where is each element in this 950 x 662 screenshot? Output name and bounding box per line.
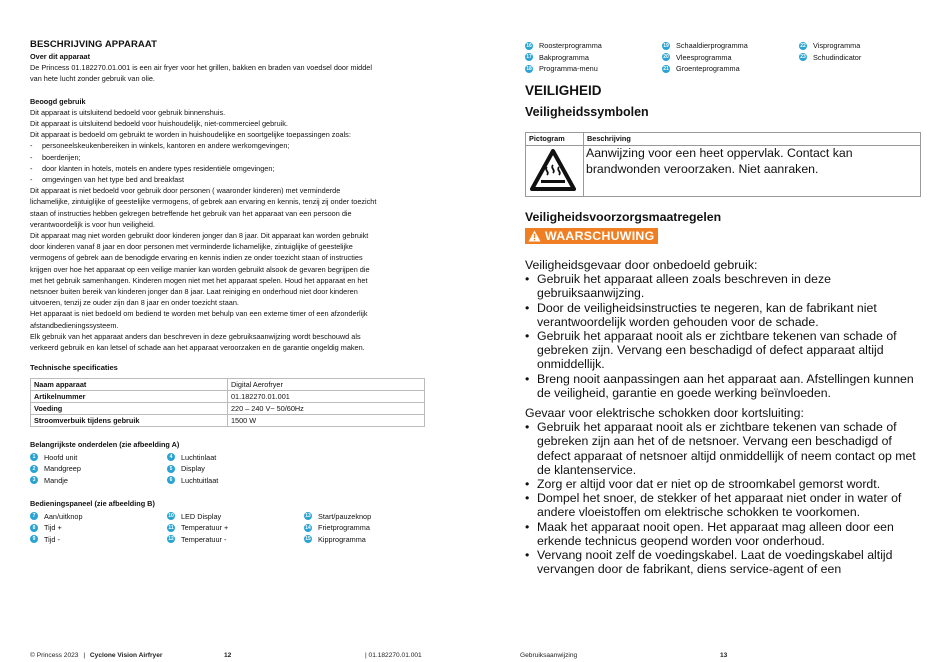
bullet-text: Zorg er altijd voor dat er niet op de stroomkabel gemorst wordt.	[537, 477, 881, 492]
bullet-dot: •	[525, 420, 530, 435]
number-badge: 20	[663, 54, 669, 61]
item-label: Vleesprogramma	[676, 52, 732, 62]
warning-text: WAARSCHUWING	[545, 229, 655, 243]
footer-model: Cyclone Vision Airfryer	[89, 652, 163, 659]
footer-copyright: © Princess 2023	[30, 652, 79, 659]
text-line: staan of instructies hebben gekregen betreffende het gebruik van het apparaat van een persoon die	[30, 208, 352, 218]
spec-title: Technische specificaties	[30, 363, 118, 373]
bullet-dot: •	[525, 300, 530, 315]
item-label: Hoofd unit	[44, 452, 78, 462]
list-item	[525, 372, 921, 400]
list-item	[167, 452, 304, 464]
number-badge: 18	[526, 65, 532, 72]
list-item	[30, 533, 167, 545]
list-item	[525, 40, 662, 52]
text-line: afstandbedieningssysteem.	[30, 320, 119, 330]
number-badge: 7	[30, 512, 38, 520]
text-line: De Princess 01.182270.01.001 is een air fryer voor het grillen, bakken en braden van voedsel door middel	[30, 63, 372, 73]
list-item	[304, 463, 441, 475]
item-label: Tijd -	[44, 534, 60, 544]
text-line: Dit apparaat is bedoeld om gebruikt te worden in huishoudelijke en soortgelijke toepassingen zoals:	[30, 130, 351, 140]
text-line: Het apparaat is niet bedoeld om bediend te worden met behulp van een externe timer of een afzonderlijk	[30, 309, 368, 319]
parts-list	[30, 452, 430, 487]
list-item	[30, 510, 167, 522]
list-item	[525, 52, 662, 64]
spec-value: Digital Aerofryer	[228, 379, 425, 391]
number-badge: 15	[305, 536, 311, 543]
number-badge: 11	[168, 524, 174, 531]
number-badge: 3	[30, 476, 38, 484]
list-item	[167, 510, 304, 522]
text-line: netsnoer buiten bereik van kinderen jonger dan 8 jaar. Laat reiniging en onderhoud niet door kinderen	[30, 287, 358, 297]
item-label: Aan/uitknop	[44, 511, 83, 521]
item-label: Groenteprogramma	[676, 64, 740, 74]
list-item	[167, 475, 304, 487]
bullet-dot: •	[525, 371, 530, 386]
text-line: Dit apparaat is uitsluitend bedoeld voor gebruik binnenshuis.	[30, 107, 226, 117]
item-label: Start/pauzeknop	[318, 511, 372, 521]
spec-value: 01.182270.01.001	[228, 391, 425, 403]
bullet-dot: •	[525, 548, 530, 563]
program-list	[525, 40, 936, 75]
number-badge: 21	[663, 65, 669, 72]
bullet-text: Vervang nooit zelf de voedingskabel. Laat de voedingskabel altijd vervangen door de fabrikant, diens service-agent of een	[537, 548, 893, 577]
panel-list	[30, 510, 430, 545]
number-badge: 9	[30, 535, 38, 543]
bullet-text: Maak het apparaat nooit open. Het apparaat mag alleen door een erkende technicus geopend worden voor onderhoud.	[537, 519, 894, 548]
symbol-description: Aanwijzing voor een heet oppervlak. Contact kan brandwonden veroorzaken. Niet aanraken.	[584, 146, 921, 197]
list-item	[30, 452, 167, 464]
bullet-dot: •	[525, 272, 530, 287]
bullet-text: Door de veiligheidsinstructies te negeren, kan de fabrikant niet verantwoordelijk worden gehouden voor de schade.	[537, 300, 877, 329]
item-label: Programma-menu	[539, 64, 598, 74]
left-column	[30, 38, 430, 545]
page-number: 12	[224, 652, 232, 659]
table-row	[31, 403, 425, 415]
number-badge: 17	[526, 54, 532, 61]
bullet-dot: •	[525, 519, 530, 534]
column-header: Beschrijving	[584, 133, 921, 146]
number-badge: 5	[167, 465, 175, 473]
symbols-table	[525, 132, 921, 197]
text-line: uitvoeren, tenzij ze ouder zijn dan 8 jaar en onder toezicht staan.	[30, 298, 239, 308]
text-line: Dit apparaat is niet bedoeld voor gebruik door personen ( waaronder kinderen) met verminderde	[30, 186, 341, 196]
list-item	[525, 420, 921, 477]
text-line: verkeerd gebruik en kan letsel of schade aan het apparaat veroorzaken en de garantie ongeldig maken.	[30, 343, 365, 353]
column-header: Pictogram	[526, 133, 584, 146]
group-title: Gevaar voor elektrische schokken door kortsluiting:	[525, 406, 804, 421]
list-item	[662, 63, 799, 75]
parts-title: Belangrijkste onderdelen (zie afbeelding A)	[30, 440, 180, 450]
list-item	[799, 52, 936, 64]
list-item	[525, 329, 921, 372]
bullet-list	[525, 420, 921, 576]
table-row	[31, 391, 425, 403]
bullet-text: Dompel het snoer, de stekker of het apparaat niet onder in water of andere vloeistoffen om elektrische schokken te voorkomen.	[537, 491, 902, 520]
list-item	[525, 63, 662, 75]
number-badge: 1	[30, 453, 38, 461]
bullet-dot: •	[525, 477, 530, 492]
spec-label: Naam apparaat	[31, 379, 228, 391]
item-label: Kipprogramma	[318, 534, 366, 544]
number-badge: 10	[168, 513, 174, 520]
symbols-heading: Veiligheidssymbolen	[525, 105, 649, 119]
item-label: Tijd +	[44, 523, 62, 533]
bullet-text: Gebruik het apparaat nooit als er zichtbare tekenen van schade of gebreken zijn aan het of de netsnoer. Vervang een beschadigd of defect apparaat of netsnoer altijd onmiddellijk of neem contact op met de klantenservice.	[537, 420, 916, 477]
table-row	[31, 415, 425, 427]
list-item	[167, 522, 304, 534]
item-label: Display	[181, 464, 205, 474]
table-row	[526, 146, 921, 197]
text-line: vermogens of gebrek aan de benodigde ervaring en kennis indien ze onder toezicht staan of instructies	[30, 253, 363, 263]
intended-use-title: Beoogd gebruik	[30, 96, 86, 106]
item-label: Mandje	[44, 475, 68, 485]
list-item	[525, 301, 921, 329]
text-line: met het gebruik samenhangen. Kinderen mogen niet met het apparaat spelen. Houd het apparaat en het	[30, 275, 368, 285]
list-item	[525, 272, 921, 300]
list-item	[167, 463, 304, 475]
bullet-text: Breng nooit aanpassingen aan het apparaat aan. Afstellingen kunnen de veiligheid, garantie en goede werking beïnvloeden.	[537, 371, 914, 400]
list-item	[304, 452, 441, 464]
list-item	[799, 40, 936, 52]
safety-heading: VEILIGHEID	[525, 83, 602, 98]
number-badge: 23	[800, 54, 806, 61]
safety-body	[525, 258, 921, 576]
precautions-heading: Veiligheidsvoorzorgsmaatregelen	[525, 210, 722, 224]
item-label: Temperatuur +	[181, 523, 229, 533]
text-line: door kinderen vanaf 8 jaar en door personen met verminderde lichamelijke, zintuiglijke of geestelijke	[30, 242, 353, 252]
item-label: Roosterprogramma	[539, 41, 602, 51]
footer-code: | 01.182270.01.001	[365, 652, 422, 659]
footer-left	[30, 652, 162, 659]
item-label: Schaaldierprogramma	[676, 41, 748, 51]
item-label: Visprogramma	[813, 41, 861, 51]
text-line: verantwoordelijk is voor hun veiligheid.	[30, 219, 155, 229]
list-item	[167, 533, 304, 545]
footer-title: Gebruiksaanwijzing	[520, 652, 578, 659]
list-item	[525, 491, 921, 519]
item-label: Schudindicator	[813, 52, 862, 62]
list-item	[304, 533, 441, 545]
list-item	[304, 522, 441, 534]
number-badge: 2	[30, 465, 38, 473]
list-item	[799, 63, 936, 75]
list-item	[662, 52, 799, 64]
table-row	[31, 379, 425, 391]
page-number: 13	[720, 652, 728, 659]
list-item	[304, 510, 441, 522]
list-item: - door klanten in hotels, motels en andere types residentiële omgevingen;	[30, 163, 275, 173]
spec-value: 220 – 240 V~ 50/60Hz	[228, 403, 425, 415]
number-badge: 6	[167, 476, 175, 484]
list-item	[30, 522, 167, 534]
section-heading: BESCHRIJVING APPARAAT	[30, 39, 158, 50]
spec-label: Stroomverbuik tijdens gebruik	[31, 415, 228, 427]
group-title: Veiligheidsgevaar door onbedoeld gebruik:	[525, 258, 758, 272]
list-item: - omgevingen van het type bed and breakfast	[30, 175, 184, 185]
bullet-list	[525, 272, 921, 400]
pictogram-cell	[526, 146, 584, 197]
bullet-dot: •	[525, 491, 530, 506]
list-item	[662, 40, 799, 52]
list-item	[304, 475, 441, 487]
about-text	[30, 62, 430, 84]
item-label: Bakprogramma	[539, 52, 589, 62]
list-item	[525, 548, 921, 576]
warning-triangle-icon	[528, 230, 541, 242]
number-badge: 12	[168, 536, 174, 543]
hot-surface-warning-icon	[530, 149, 576, 191]
bullet-text: Gebruik het apparaat nooit als er zichtbare tekenen van schade of gebreken zijn. Vervang een beschadigd of defect apparaat altijd onmiddellijk.	[537, 329, 897, 372]
number-badge: 13	[305, 513, 311, 520]
intended-use-text	[30, 107, 430, 353]
text-line: Dit apparaat is uitsluitend bedoeld voor huishoudelijk, niet-commercieel gebruik.	[30, 119, 288, 129]
number-badge: 16	[526, 42, 532, 49]
number-badge: 19	[663, 42, 669, 49]
item-label: Frietprogramma	[318, 523, 370, 533]
bullet-text: Gebruik het apparaat alleen zoals beschreven in deze gebruiksaanwijzing.	[537, 272, 831, 301]
item-label: Luchtinlaat	[181, 452, 217, 462]
number-badge: 4	[167, 453, 175, 461]
list-item	[30, 463, 167, 475]
list-item	[525, 477, 921, 491]
spec-label: Voeding	[31, 403, 228, 415]
text-line: krijgen over hoe het apparaat op een veilige manier kan worden gebruikt alsook de gevaren begrijpen die	[30, 264, 370, 274]
number-badge: 22	[800, 42, 806, 49]
number-badge: 8	[30, 524, 38, 532]
list-item	[30, 475, 167, 487]
number-badge: 14	[305, 524, 311, 531]
text-line: lichamelijke, zintuiglijke of geestelijke vermogens, of gebrek aan ervaring en kennis, tenzij zij onder toezicht	[30, 197, 377, 207]
text-line: Dit apparaat mag niet worden gebruikt door kinderen jonger dan 8 jaar. Dit apparaat kan worden gebruikt	[30, 231, 369, 241]
warning-label	[525, 228, 658, 244]
text-line: van hete lucht zonder gebruik van olie.	[30, 74, 155, 84]
item-label: Temperatuur -	[181, 534, 227, 544]
list-item	[525, 520, 921, 548]
list-item: - personeelskeukenbereiken in winkels, kantoren en andere werkomgevingen;	[30, 141, 290, 151]
right-page	[475, 0, 950, 662]
item-label: Mandgreep	[44, 464, 81, 474]
panel-title: Bedieningspaneel (zie afbeelding B)	[30, 499, 155, 509]
spec-value: 1500 W	[228, 415, 425, 427]
item-label: LED Display	[181, 511, 222, 521]
item-label: Luchtuitlaat	[181, 475, 219, 485]
right-column	[525, 82, 921, 576]
spec-label: Artikelnummer	[31, 391, 228, 403]
table-header	[526, 133, 921, 146]
footer-separator: |	[83, 652, 86, 659]
spec-table	[30, 378, 425, 427]
about-title: Over dit apparaat	[30, 52, 91, 61]
bullet-dot: •	[525, 329, 530, 344]
text-line: Elk gebruik van het apparaat anders dan beschreven in deze gebruiksaanwijzing wordt beschouwd als	[30, 331, 361, 341]
list-item: - boerderijen;	[30, 152, 81, 162]
